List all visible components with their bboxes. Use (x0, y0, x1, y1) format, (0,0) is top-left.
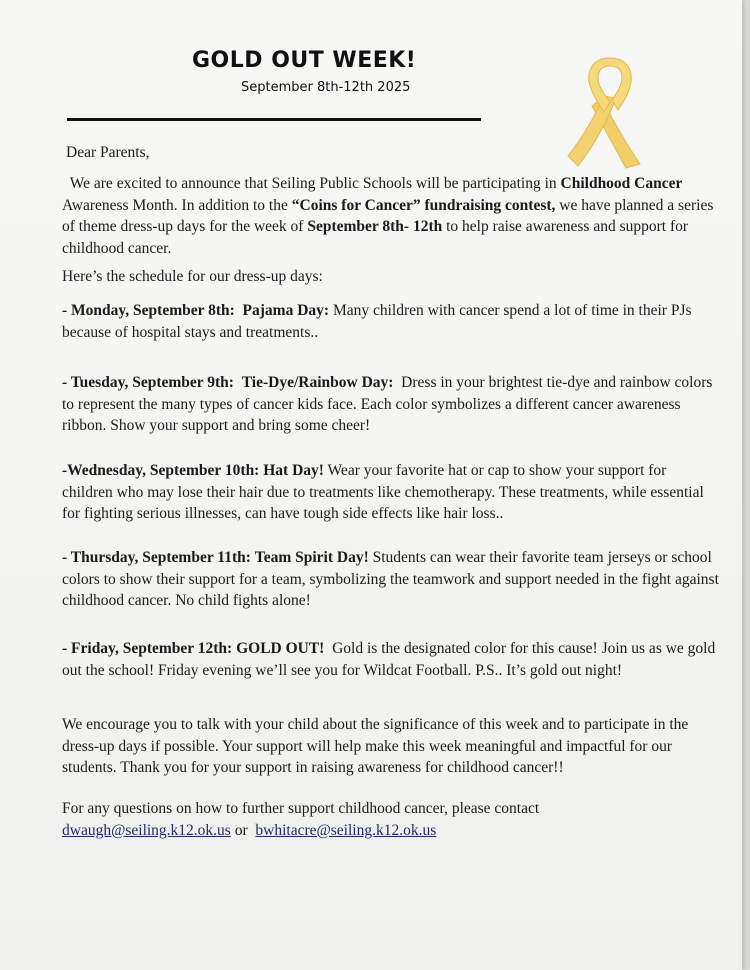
schedule-item-wednesday: -Wednesday, September 10th: Hat Day! Wear your favorite hat or cap to show your support for children who may lose their hair due to treatments like chemotherapy. These treatments, while essential for fighting serious illnesses, can have tough side effects like hair loss.. (62, 462, 704, 522)
schedule-intro: Here’s the schedule for our dress-up days: (62, 268, 323, 285)
page-title: GOLD OUT WEEK! (192, 48, 417, 73)
header-divider (67, 118, 481, 121)
intro-paragraph: We are excited to announce that Seiling Public Schools will be participating in Childhood Cancer Awareness Month. In addition to the “Coins for Cancer” fundraising contest, we have planned a series of theme dress-up days for the week of September 8th- 12th to help raise awareness and support for childhood cancer. (62, 175, 714, 257)
schedule-item-thursday: - Thursday, September 11th: Team Spirit Day! Students can wear their favorite team jerseys or school colors to show their support for a team, symbolizing the teamwork and support needed in the fight against childhood cancer. No child fights alone! (62, 549, 719, 609)
schedule-item-friday: - Friday, September 12th: GOLD OUT! Gold is the designated color for this cause! Join us as we gold out the school! Friday evening we’ll see you for Wildcat Football. P.S.. It’s gold out night! (62, 640, 716, 679)
schedule-item-monday: - Monday, September 8th: Pajama Day: Many children with cancer spend a lot of time in their PJs because of hospital stays and treatments.. (62, 302, 692, 341)
email-link-bwhitacre[interactable]: bwhitacre@seiling.k12.ok.us (255, 821, 437, 839)
schedule-item-tuesday: - Tuesday, September 9th: Tie-Dye/Rainbow Day: Dress in your brightest tie-dye and rainbow colors to represent the many types of cancer kids face. Each color symbolizes a different cancer awareness ribbon. Show your support and bring some cheer! (62, 374, 713, 434)
greeting: Dear Parents, (66, 144, 150, 161)
event-dates: September 8th-12th 2025 (241, 80, 411, 95)
contact-paragraph: For any questions on how to further support childhood cancer, please contact dwaugh@seiling.k12.ok.us or bwhitacre@seiling.k12.ok.us (62, 800, 540, 839)
closing-paragraph: We encourage you to talk with your child about the significance of this week and to participate in the dress-up days if possible. Your support will help make this week meaningful and impactful for our students. Thank you for your support in raising awareness for childhood cancer!! (62, 716, 689, 776)
email-link-dwaugh[interactable]: dwaugh@seiling.k12.ok.us (62, 821, 231, 839)
